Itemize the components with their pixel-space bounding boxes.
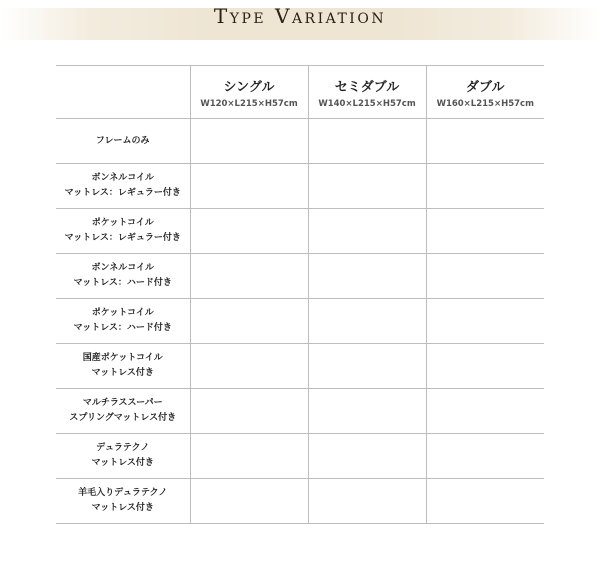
table-row — [56, 119, 544, 164]
column-header-semi-double — [308, 66, 426, 119]
table-row — [56, 164, 544, 209]
row-label: ポケットコイル マットレス：レギュラー付き — [56, 209, 190, 254]
table-cell — [308, 344, 426, 389]
row-label: 羊毛入りデュラテクノ マットレス付き — [56, 479, 190, 524]
table-row — [56, 389, 544, 434]
table-cell — [308, 119, 426, 164]
table-cell — [308, 434, 426, 479]
size-dimensions: W160×L215×H57cm — [436, 98, 534, 109]
size-name: シングル — [223, 79, 275, 95]
table-cell — [426, 254, 544, 299]
size-name: セミダブル — [334, 79, 400, 95]
table-cell — [190, 434, 308, 479]
table-row — [56, 299, 544, 344]
table-cell — [308, 479, 426, 524]
variation-table — [56, 65, 544, 524]
row-label: 国産ポケットコイル マットレス付き — [56, 344, 190, 389]
table-header-row — [56, 66, 544, 119]
row-label: ポケットコイル マットレス：ハード付き — [56, 299, 190, 344]
table-cell — [426, 479, 544, 524]
row-label: ボンネルコイル マットレス：レギュラー付き — [56, 164, 190, 209]
page-title: Type Variation — [213, 4, 387, 28]
table-cell — [190, 299, 308, 344]
table-row — [56, 434, 544, 479]
row-label: マルチラススーパー スプリングマットレス付き — [56, 389, 190, 434]
table-row — [56, 479, 544, 524]
table-cell — [190, 164, 308, 209]
row-label: フレームのみ — [56, 119, 190, 164]
table-cell — [190, 254, 308, 299]
size-dimensions: W140×L215×H57cm — [318, 98, 416, 109]
column-header-double — [426, 66, 544, 119]
table-row — [56, 344, 544, 389]
table-cell — [190, 389, 308, 434]
table-row — [56, 254, 544, 299]
table-cell — [308, 299, 426, 344]
table-cell — [426, 164, 544, 209]
table-cell — [308, 254, 426, 299]
table-cell — [190, 119, 308, 164]
table-cell — [426, 299, 544, 344]
table-cell — [308, 389, 426, 434]
table-cell — [426, 344, 544, 389]
table-row — [56, 209, 544, 254]
row-label: デュラテクノ マットレス付き — [56, 434, 190, 479]
column-header-single — [190, 66, 308, 119]
size-dimensions: W120×L215×H57cm — [200, 98, 298, 109]
table-cell — [308, 209, 426, 254]
table-cell — [426, 389, 544, 434]
table-cell — [190, 344, 308, 389]
row-label: ボンネルコイル マットレス：ハード付き — [56, 254, 190, 299]
table-cell — [190, 209, 308, 254]
table-cell — [308, 164, 426, 209]
table-cell — [426, 119, 544, 164]
table-cell — [426, 209, 544, 254]
size-name: ダブル — [466, 79, 505, 95]
corner-cell — [56, 66, 190, 119]
table-cell — [426, 434, 544, 479]
table-cell — [190, 479, 308, 524]
